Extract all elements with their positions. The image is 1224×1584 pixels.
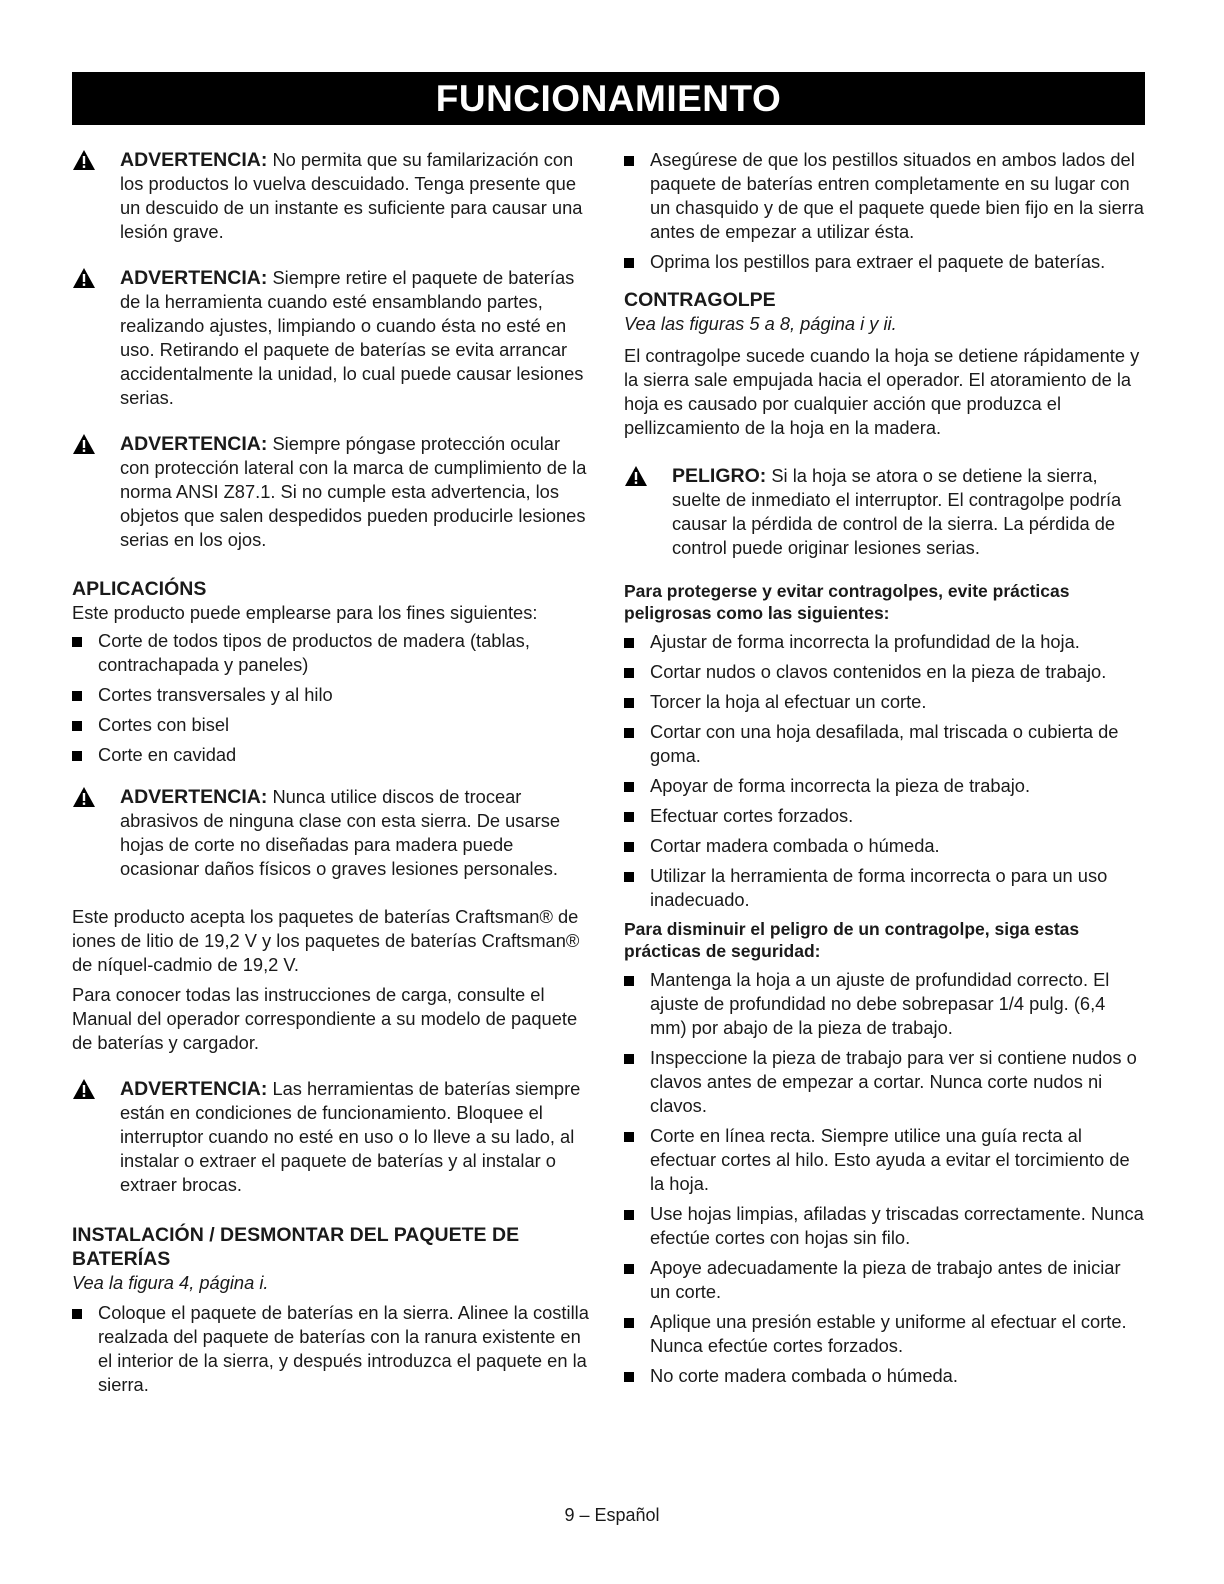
list-item: Asegúrese de que los pestillos situados en ambos lados del paquete de baterías entren completamente en su lugar con un chasquido y de que el paquete quede bien fijo en la sierra antes de empezar a utilizar ésta. — [624, 148, 1145, 244]
bullet-square-icon — [624, 976, 634, 986]
list-item: Cortar con una hoja desafilada, mal triscada o cubierta de goma. — [624, 720, 1145, 768]
warning-block — [72, 432, 592, 552]
warning-title: ADVERTENCIA: — [120, 149, 268, 171]
list-item: No corte madera combada o húmeda. — [624, 1364, 1145, 1388]
warning-triangle-icon — [72, 433, 96, 455]
avoid-practices-list — [624, 630, 1145, 912]
list-item: Cortes con bisel — [72, 713, 592, 737]
warning-text: Las herramientas de baterías siempre están en condiciones de funcionamiento. Bloquee el interruptor cuando no esté en uso o lo lleve a su lado, al instalar o extraer el paquete de baterías y al instalar o extraer brocas. — [120, 1078, 581, 1195]
bullet-square-icon — [624, 782, 634, 792]
section-title-banner: FUNCIONAMIENTO — [72, 72, 1145, 125]
warning-text: Nunca utilice discos de trocear abrasivos de ninguna clase con esta sierra. De usarse hojas de corte no diseñadas para madera puede ocasionar daños físicos o graves lesiones personales. — [120, 786, 561, 879]
warning-title: ADVERTENCIA: — [120, 1078, 268, 1100]
list-item: Oprima los pestillos para extraer el paquete de baterías. — [624, 250, 1145, 274]
list-item: Efectuar cortes forzados. — [624, 804, 1145, 828]
warning-title: ADVERTENCIA: — [120, 433, 268, 455]
list-item: Ajustar de forma incorrecta la profundidad de la hoja. — [624, 630, 1145, 654]
bullet-square-icon — [624, 698, 634, 708]
warning-block — [72, 266, 592, 410]
danger-text: Si la hoja se atora o se detiene la sierra, suelte de inmediato el interruptor. El contragolpe podría causar la pérdida de control de la sierra. La pérdida de control puede originar lesiones serias. — [672, 465, 1122, 558]
list-item: Torcer la hoja al efectuar un corte. — [624, 690, 1145, 714]
list-item: Apoyar de forma incorrecta la pieza de trabajo. — [624, 774, 1145, 798]
list-item: Mantenga la hoja a un ajuste de profundidad correcto. El ajuste de profundidad no debe sobrepasar 1/4 pulg. (6,4 mm) por abajo de la pieza de trabajo. — [624, 968, 1145, 1040]
aplicaciones-intro: Este producto puede emplearse para los fines siguientes: — [72, 602, 538, 623]
heading-instalacion: INSTALACIÓN / DESMONTAR DEL PAQUETE DE BATERÍAS — [72, 1224, 520, 1270]
bullet-square-icon — [624, 668, 634, 678]
bullet-square-icon — [72, 751, 82, 761]
bullet-square-icon — [624, 258, 634, 268]
warning-triangle-icon — [624, 465, 648, 487]
bullet-square-icon — [624, 1210, 634, 1220]
warning-text: Siempre retire el paquete de baterías de la herramienta cuando esté ensamblando partes, realizando ajustes, limpiando o cuando ésta no esté en uso. Retirando el paquete de baterías se evita arrancar accidentalmente la unidad, lo cual puede causar lesiones serias. — [120, 267, 584, 408]
safety-practices-list — [624, 968, 1145, 1388]
heading-contragolpe: CONTRAGOLPE — [624, 289, 776, 311]
warning-text: Siempre póngase protección ocular con protección lateral con la marca de cumplimiento de la norma ANSI Z87.1. Si no cumple esta advertencia, los objetos que salen despedidos pueden producirle lesiones serias en los ojos. — [120, 433, 587, 550]
list-item: Cortes transversales y al hilo — [72, 683, 592, 707]
bullet-square-icon — [624, 872, 634, 882]
warning-triangle-icon — [72, 1078, 96, 1100]
warning-block — [72, 1077, 592, 1197]
aplicaciones-list — [72, 629, 592, 767]
figure-reference: Vea las figuras 5 a 8, página i y ii. — [624, 313, 897, 334]
charging-instructions-text: Para conocer todas las instrucciones de carga, consulte el Manual del operador correspondiente a su modelo de paquete de baterías y cargador. — [72, 984, 578, 1053]
list-item: Corte en cavidad — [72, 743, 592, 767]
avoid-practices-intro: Para protegerse y evitar contragolpes, evite prácticas peligrosas como las siguientes: — [624, 581, 1070, 623]
bullet-square-icon — [72, 637, 82, 647]
list-item: Cortar madera combada o húmeda. — [624, 834, 1145, 858]
bullet-square-icon — [624, 1372, 634, 1382]
safety-practices-intro: Para disminuir el peligro de un contragolpe, siga estas prácticas de seguridad: — [624, 919, 1080, 961]
page-number: 9 – Español — [564, 1505, 660, 1525]
bullet-square-icon — [624, 638, 634, 648]
list-item: Coloque el paquete de baterías en la sierra. Alinee la costilla realzada del paquete de baterías con la ranura existente en el interior de la sierra, y después introduzca el paquete en la sierra. — [72, 1301, 592, 1397]
warning-block — [72, 148, 592, 244]
right-column — [624, 148, 1145, 1394]
instalacion-list — [72, 1301, 592, 1397]
warning-text: No permita que su familarización con los productos lo vuelva descuidado. Tenga presente que un descuido de un instante es suficiente para causar una lesión grave. — [120, 149, 583, 242]
bullet-square-icon — [72, 691, 82, 701]
list-item: Apoye adecuadamente la pieza de trabajo antes de iniciar un corte. — [624, 1256, 1145, 1304]
bullet-square-icon — [624, 728, 634, 738]
danger-title: PELIGRO: — [672, 465, 767, 487]
battery-compat-text: Este producto acepta los paquetes de baterías Craftsman® de iones de litio de 19,2 V y los paquetes de baterías Craftsman® de níquel-cadmio de 19,2 V. — [72, 906, 580, 975]
bullet-square-icon — [72, 1309, 82, 1319]
list-item: Inspeccione la pieza de trabajo para ver si contiene nudos o clavos antes de empezar a cortar. Nunca corte nudos ni clavos. — [624, 1046, 1145, 1118]
warning-triangle-icon — [72, 267, 96, 289]
warning-block — [72, 785, 592, 881]
bullet-square-icon — [624, 1264, 634, 1274]
warning-triangle-icon — [72, 149, 96, 171]
install-list-continued — [624, 148, 1145, 274]
warning-title: ADVERTENCIA: — [120, 267, 268, 289]
bullet-square-icon — [624, 1054, 634, 1064]
list-item: Corte en línea recta. Siempre utilice una guía recta al efectuar cortes al hilo. Esto ayuda a evitar el torcimiento de la hoja. — [624, 1124, 1145, 1196]
warning-title: ADVERTENCIA: — [120, 786, 268, 808]
bullet-square-icon — [624, 842, 634, 852]
figure-reference: Vea la figura 4, página i. — [72, 1272, 269, 1293]
contragolpe-text: El contragolpe sucede cuando la hoja se detiene rápidamente y la sierra sale empujada hacia el operador. El atoramiento de la hoja es causado por cualquier acción que produzca el pellizcamiento de la hoja en la madera. — [624, 345, 1140, 438]
list-item: Cortar nudos o clavos contenidos en la pieza de trabajo. — [624, 660, 1145, 684]
danger-block — [624, 464, 1145, 560]
bullet-square-icon — [624, 1132, 634, 1142]
list-item: Aplique una presión estable y uniforme al efectuar el corte. Nunca efectúe cortes forzados. — [624, 1310, 1145, 1358]
bullet-square-icon — [624, 156, 634, 166]
heading-aplicaciones: APLICACIÓNS — [72, 578, 207, 600]
bullet-square-icon — [624, 812, 634, 822]
bullet-square-icon — [72, 721, 82, 731]
list-item: Use hojas limpias, afiladas y triscadas correctamente. Nunca efectúe cortes con hojas sin filo. — [624, 1202, 1145, 1250]
left-column — [72, 148, 592, 1403]
bullet-square-icon — [624, 1318, 634, 1328]
list-item: Corte de todos tipos de productos de madera (tablas, contrachapada y paneles) — [72, 629, 592, 677]
warning-triangle-icon — [72, 786, 96, 808]
list-item: Utilizar la herramienta de forma incorrecta o para un uso inadecuado. — [624, 864, 1145, 912]
